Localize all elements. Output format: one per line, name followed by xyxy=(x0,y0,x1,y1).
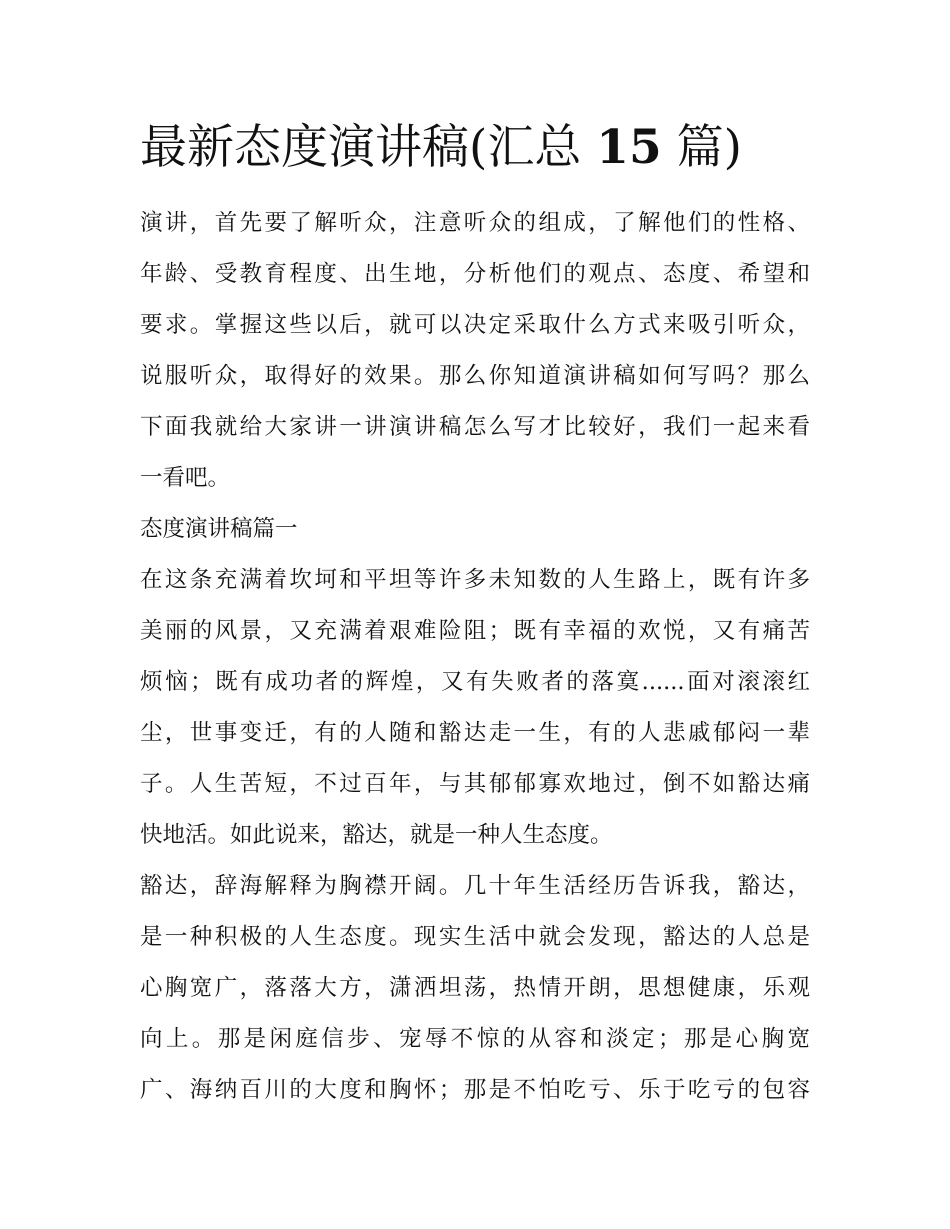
title-suffix: 篇) xyxy=(661,120,742,175)
text-line: 快地活。如此说来，豁达，就是一种人生态度。 xyxy=(140,822,613,848)
text-line: 在这条充满着坎坷和平坦等许多未知数的人生路上，既有许多 xyxy=(140,567,810,593)
text-line: 态度演讲稿篇一 xyxy=(140,516,298,542)
text-line: 年龄、受教育程度、出生地，分析他们的观点、态度、希望和 xyxy=(140,261,810,287)
text-line: 向上。那是闲庭信步、宠辱不惊的从容和淡定；那是心胸宽 xyxy=(140,1026,810,1052)
text-line: 豁达，辞海解释为胸襟开阔。几十年生活经历告诉我，豁达， xyxy=(140,873,810,899)
document-body xyxy=(140,198,810,1116)
document-title xyxy=(140,118,742,178)
text-line: 烦恼；既有成功者的辉煌，又有失败者的落寞......面对滚滚红 xyxy=(140,669,810,695)
text-line: 广、海纳百川的大度和胸怀；那是不怕吃亏、乐于吃亏的包容 xyxy=(140,1077,810,1103)
title-number: 15 xyxy=(596,120,662,175)
text-line: 心胸宽广，落落大方，潇洒坦荡，热情开朗，思想健康，乐观 xyxy=(140,975,810,1001)
text-line: 子。人生苦短，不过百年，与其郁郁寡欢地过，倒不如豁达痛 xyxy=(140,771,810,797)
text-line: 要求。掌握这些以后，就可以决定采取什么方式来吸引听众， xyxy=(140,312,810,338)
text-line: 下面我就给大家讲一讲演讲稿怎么写才比较好，我们一起来看 xyxy=(140,414,810,440)
text-line: 说服听众，取得好的效果。那么你知道演讲稿如何写吗？那么 xyxy=(140,363,810,389)
text-line: 是一种积极的人生态度。现实生活中就会发现，豁达的人总是 xyxy=(140,924,810,950)
title-prefix: 最新态度演讲稿(汇总 xyxy=(140,120,597,175)
text-line: 演讲，首先要了解听众，注意听众的组成，了解他们的性格、 xyxy=(140,210,810,236)
text-line: 一看吧。 xyxy=(140,465,231,491)
text-line: 美丽的风景，又充满着艰难险阻；既有幸福的欢悦，又有痛苦 xyxy=(140,618,810,644)
text-line: 尘，世事变迁，有的人随和豁达走一生，有的人悲戚郁闷一辈 xyxy=(140,720,810,746)
